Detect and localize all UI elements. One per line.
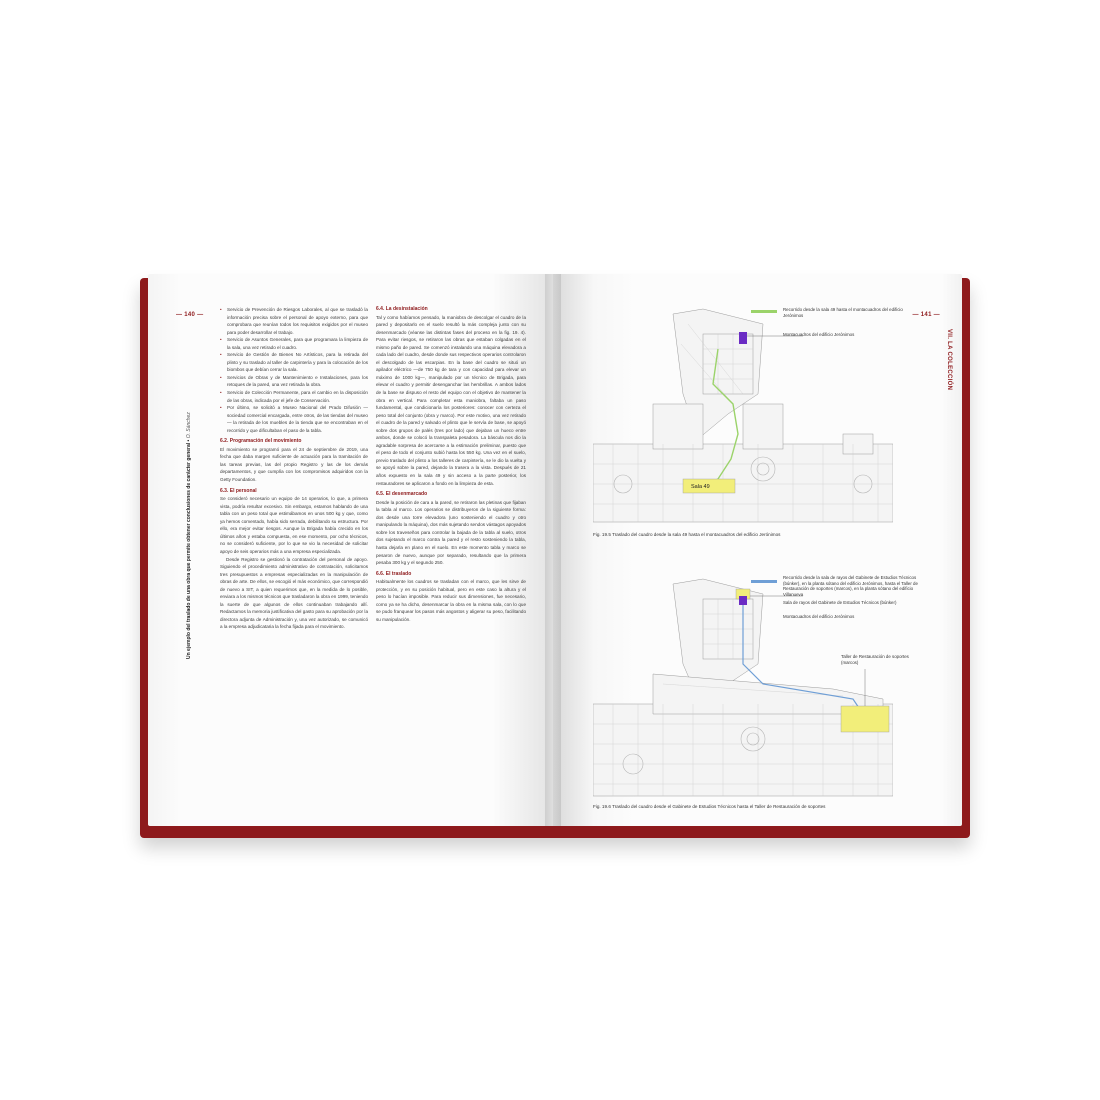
route-legend-swatch-2 <box>751 580 777 583</box>
right-page: — 141 — VII. LA COLECCIÓN Sala 49 Recorrido desde la sala 49 hasta el montacuadros del edificio Jerónimos Montacuadros del edificio Jerónimos Fig. 19.5 Traslado del cuadro desde la sala 49 hasta el montacuadros del edificio Jerónimos Recorrido desde la sala de rayos del Gabinete de Estudios Técnicos (búnker), en la planta sótano del edificio Jerónimos, hasta el Taller de Restauración de soportes (marcos), en la planta sótano del edificio Villanueva Sala de rayos del Gabinete de Estudios Técnicos (búnker) Montacuadros del edificio Jerónimos Taller de Restauración de soportes (marcos) Fig. 19.6 Traslado del cuadro desde el Gabinete de Estudios Técnicos hasta el Taller de Restauración de soportes <box>553 274 962 826</box>
left-column-1 <box>220 306 368 631</box>
route-legend-swatch <box>751 310 777 313</box>
paragraph: El movimiento se programó para el 24 de septiembre de 2019, una fecha que daba margen suficiente de actuación para la tramitación de las tareas previas, las del propio Registro y las de los demás departamentos, y que cumplía con los compromisos adquiridos con la Getty Foundation. <box>220 446 368 483</box>
paragraph: Desde la posición de cara a la pared, se retiraron las pletinas que fijaban la tabla al marco. Los operarios se distribuyeron de la siguiente forma: dos desde una torre elevadora (uno sosteniendo el cuadro y otro manipulando la máquina), dos más sujetando sendos vástagos apoyados sobre los traveseños para controlar la bajada de la tabla al suelo, otros dos sujetando el marco contra la pared y el resto sosteniendo la tabla, hasta dejarla en plano en el suelo. En este momento tabla y marco se pesaron de nuevo, aunque por separado, resultando que la primera pesaba 300 kg y el segundo 250. <box>376 499 526 566</box>
fig1-legend-lift: Montacuadros del edificio Jerónimos <box>783 332 855 337</box>
left-page-number: — 140 — <box>176 312 204 318</box>
open-book <box>140 270 970 838</box>
running-head-title: Un ejemplo del traslado de una obra que permite obtener conclusiones de carácter general • <box>186 439 192 659</box>
services-list <box>220 306 368 434</box>
running-head-author: O. Sánchez <box>186 412 192 439</box>
list-item: • Por último, se solicitó a Museo Nacional del Prado Difusión —sociedad comercial encargada, entre otros, de las tiendas del museo— la retirada de los muebles de la tienda que se encontraban en el recorrido y que dificultaban el paso de la tabla. <box>220 404 368 434</box>
room-label-sala-49: Sala 49 <box>691 484 710 490</box>
fig1-legend-route: Recorrido desde la sala 49 hasta el montacuadros del edificio Jerónimos <box>783 307 903 318</box>
fig2-legend-xray: Sala de rayos del Gabinete de Estudios Técnicos (búnker) <box>783 600 897 605</box>
fig2-caption: Fig. 19.6 Traslado del cuadro desde el Gabinete de Estudios Técnicos hasta el Taller de Restauración de soportes <box>593 804 826 809</box>
list-item: • Servicio de Gestión de Bienes No Artísticos, para la retirada del plinto y su traslado al taller de carpintería y para la colocación de los biombos que debían cerrar la sala. <box>220 351 368 374</box>
section-heading: 6.6. El traslado <box>376 570 412 577</box>
section-heading: 6.5. El desenmarcado <box>376 491 428 498</box>
fig1-caption: Fig. 19.5 Traslado del cuadro desde la sala 49 hasta el montacuadros del edificio Jerónimos <box>593 532 781 537</box>
paragraph: Tal y como habíamos pensado, la maniobra de descolgar el cuadro de la pared y depositarlo en el suelo resultó la más compleja junto con su desenmarcado (véanse las distintas fases del proceso en la fig. 19. 4). Para evitar riesgos, se retiraron las obras que estaban colgadas en el mismo paño de pared. Se comenzó instalando una máquina elevadora a cada lado del cuadro, desde donde sus respectivos operarios controlaron el descolgado de las escarpias. En la base del cuadro se situó un apilador eléctrico —de 750 kg de tara y con capacidad para elevar un máximo de 1000 kg—, manipulado por un técnico de Brigada, para elevar el cuadro y permitir desenganchar las hembrillas. A ambos lados de la base se dispuso el resto del equipo con el objetivo de mantener la obra en vertical. Para completar esta maniobra, faltaba un paso fundamental, que condicionaría los posteriores: conocer con certeza el peso total del conjunto (obra y marco). Por este motivo, una vez retirado el cuadro de la pared y salvado el plinto que le servía de base, se apoyó sobre dos grupos de palés (tres por lado) que dejaban un hueco entre ambos, donde se colocó la transpaleta pesadora. La báscula nos dio la agradable sorpresa de acercarse a la estimación preliminar, puesto que el peso de todo el conjunto subió hasta los 550 kg. Una vez en el suelo, previo traslado del plinto a los talleres de carpintería, se le dio la vuelta y se apoyó sobre la pared, dejando la trasera a la vista. Después de 21 años expuesto en la sala 49 y sin acceso a la parte posterior, los restauradores se aplicaron a fondo en la limpieza de esta. <box>376 314 526 486</box>
left-column-2 <box>376 306 526 623</box>
left-page <box>148 274 553 826</box>
section-heading: 6.4. La desinstalación <box>376 306 428 312</box>
fig2-workshop-label: Taller de Restauración de soportes (marcos) <box>841 654 909 665</box>
paragraph: Desde Registro se gestionó la contratación del personal de apoyo. Siguiendo el procedimiento administrativo de contratación, solicitamos tres presupuestos a empresas especializadas en la manipulación de obras de arte. De ellos, se escogió el más económico, que correspondió de nuevo a SIT, a quien requerimos que, en la medida de lo posible, enviara a los mismos técnicos que trasladaron la obra en 1999, teniendo la suerte de que algunos de ellos continuaban trabajando allí. Redactamos la memoria justificativa del gasto para su aprobación por la directora adjunta de Administración y, una vez autorizado, se comunicó a la empresa adjudicataria la fecha fijada para el movimiento. <box>220 556 368 630</box>
section-heading: 6.2. Programación del movimiento <box>220 438 302 445</box>
right-page-number: — 141 — <box>912 312 940 318</box>
list-item: • Servicio de Colección Permanente, para el cambio en la disposición de las obras, indicada por el jefe de Conservación. <box>220 389 368 404</box>
section-heading: 6.3. El personal <box>220 487 257 494</box>
gutter-shadow <box>545 274 561 826</box>
list-item: • Servicio de Prevención de Riesgos Laborales, al que se trasladó la información precisa sobre el personal de apoyo externo, para que comprobara que reunían todos los requisitos exigidos por el museo para poder desarrollar el trabajo. <box>220 306 368 336</box>
fig2-legend-route: Recorrido desde la sala de rayos del Gabinete de Estudios Técnicos (búnker), en la planta sótano del edificio Jerónimos, hasta el Taller de Restauración de soportes (marcos), en la planta sótano del edificio Villanueva <box>783 575 918 597</box>
paragraph: Habitualmente los cuadros se trasladan con el marco, que les sirve de protección, y en su posición habitual, pero en este caso la altura y el peso lo hacían imposible. Para reducir sus dimensiones, fue necesario, como ya se ha dicho, desenmarcar la obra en la misma sala, con lo que se pudo franquear los pasos más angostos y aligerar su peso, facilitando su manipulación. <box>376 579 526 622</box>
list-item: • Servicios de Obras y de Mantenimiento e Instalaciones, para los retoques de la pared, una vez retirada la obra. <box>220 374 368 389</box>
list-item: • Servicio de Asuntos Generales, para que programara la limpieza de la sala, una vez retirado el cuadro. <box>220 336 368 351</box>
floor-plan-fig-19-6 <box>593 574 893 799</box>
paragraph: Se consideró necesario un equipo de 14 operarios, lo que, a primera vista, podría resultar excesivo. Sin embargo, estamos hablando de una tabla con un peso total que estimábamos en unos 500 kg y que, como ya hemos comentado, había sido serrada, debilitando su estructura. Por ello, era mejor evitar riesgos. Aunque la Brigada había crecido en los últimos años y estaba compuesta, en ese momento, por ocho técnicos, no se consideró suficiente, por lo que se vio la necesidad de solicitar apoyo de seis operarios más a una empresa especializada. <box>220 496 368 554</box>
fig2-legend-lift: Montacuadros del edificio Jerónimos <box>783 614 855 619</box>
